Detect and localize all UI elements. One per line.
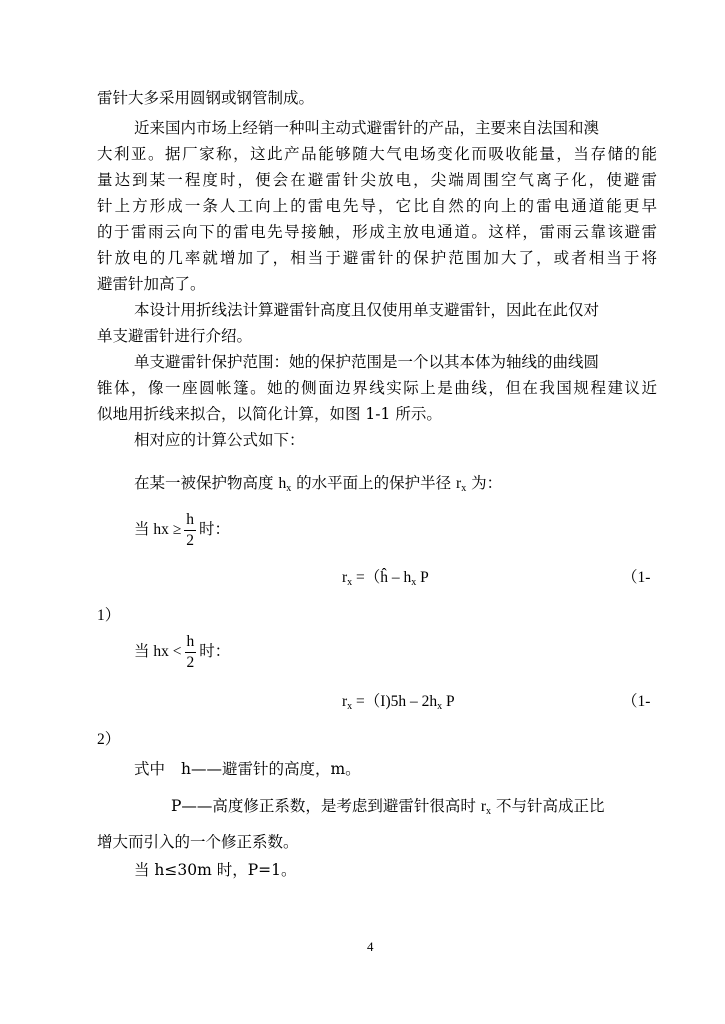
text-line: 雷针大多采用圆钢或钢管制成。 bbox=[97, 89, 315, 107]
text-line: 避雷针加高了。 bbox=[97, 275, 206, 293]
definition-p: P——高度修正系数，是考虑到避雷针很高时 $r_x$ 不与针高成正比 bbox=[171, 797, 605, 817]
text-line: 针上方形成一条人工向上的雷电先导，它比自然的向上的雷电通道能更早 bbox=[97, 197, 657, 215]
equation-2: $r_x =(I)5h - 2h_x$ P bbox=[342, 693, 455, 712]
page-number: 4 bbox=[367, 939, 374, 954]
text-line: 本设计用折线法计算避雷针高度且仅使用单支避雷针，因此在此仅对 bbox=[134, 301, 600, 319]
text-line: 锥体，像一座圆帐篷。她的侧面边界线实际上是曲线，但在我国规程建议近 bbox=[97, 379, 657, 397]
text-line: 大利亚。据厂家称，这此产品能够随大气电场变化而吸收能量，当存储的能 bbox=[97, 145, 657, 163]
text-line: 近来国内市场上经销一种叫主动式避雷针的产品，主要来自法国和澳 bbox=[134, 119, 600, 137]
fraction-h-over-2: $\frac{h}{2}$ bbox=[186, 632, 195, 671]
text-line: 的于雷雨云向下的雷电先导接触，形成主放电通道。这样，雷雨云靠该避雷 bbox=[97, 223, 657, 241]
text-line: 相对应的计算公式如下： bbox=[134, 431, 305, 449]
equation-1-number: （1- bbox=[622, 569, 651, 586]
text-line: 量达到某一程度时，便会在避雷针尖放电，尖端周围空气离子化，使避雷 bbox=[97, 171, 657, 189]
equation-1: $r_x$ =（ĥ – $h_x$ P bbox=[342, 569, 429, 588]
intro-line: 在某一被保护物高度 $h_x$ 的水平面上的保护半径 $r_x$ 为： bbox=[134, 474, 503, 494]
equation-2-number-cont: 2） bbox=[97, 731, 121, 748]
definition-h: h——避雷针的高度，m。 bbox=[181, 760, 361, 778]
definition-lead: 式中 bbox=[134, 760, 166, 778]
text-line: 针放电的几率就增加了，相当于避雷针的保护范围加大了，或者相当于将 bbox=[97, 249, 657, 267]
text-line: 单支避雷针保护范围：她的保护范围是一个以其本体为轴线的曲线圆 bbox=[134, 353, 600, 371]
text-line: 似地用折线来拟合，以简化计算，如图 1-1 所示。 bbox=[97, 405, 442, 423]
equation-2-number: （1- bbox=[622, 693, 651, 710]
equation-1-number-cont: 1） bbox=[97, 607, 121, 624]
definition-p-cont: 增大而引入的一个修正系数。 bbox=[97, 833, 299, 851]
condition-2: 当 hx < $\frac{h}{2}$ 时： bbox=[134, 632, 231, 671]
p-condition: 当 h≤30m 时，P=1。 bbox=[134, 861, 297, 879]
condition-1: 当 hx ≥ $\frac{h}{2}$ 时： bbox=[134, 510, 231, 549]
text-line: 单支避雷针进行介绍。 bbox=[97, 327, 253, 345]
fraction-h-over-2: $\frac{h}{2}$ bbox=[186, 510, 195, 549]
